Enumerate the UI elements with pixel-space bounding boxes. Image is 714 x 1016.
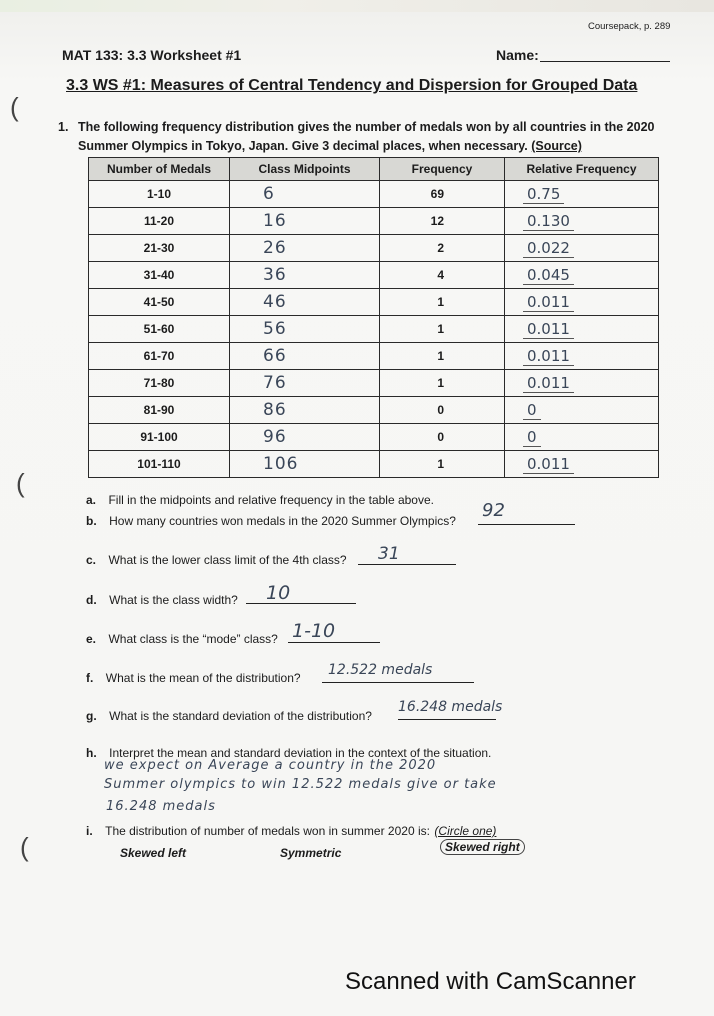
class-cell: 71-80	[89, 370, 230, 397]
part-letter: c.	[86, 553, 97, 567]
binder-hole-mark: (	[10, 92, 19, 122]
part-g	[86, 707, 372, 725]
midpoint-answer: 36	[263, 265, 287, 285]
page-title: 3.3 WS #1: Measures of Central Tendency and Dispersion for Grouped Data	[66, 77, 638, 94]
class-cell: 21-30	[89, 235, 230, 262]
column-header: Class Midpoints	[230, 158, 380, 181]
answer-h-line1: we expect on Average a country in the 2020	[104, 758, 437, 773]
midpoint-answer: 16	[263, 211, 287, 231]
answer-d: 10	[266, 582, 291, 604]
table-row	[89, 316, 659, 343]
midpoint-cell[interactable]	[230, 451, 380, 478]
frequency-cell: 4	[380, 262, 505, 289]
midpoint-cell[interactable]	[230, 208, 380, 235]
part-letter: a.	[86, 493, 97, 507]
relative-frequency-cell[interactable]	[505, 451, 659, 478]
part-d	[86, 591, 238, 609]
midpoint-cell[interactable]	[230, 343, 380, 370]
frequency-cell: 1	[380, 451, 505, 478]
frequency-cell: 1	[380, 289, 505, 316]
relative-frequency-answer: 0.022	[523, 239, 574, 258]
midpoint-answer: 106	[263, 454, 299, 474]
midpoint-cell[interactable]	[230, 235, 380, 262]
part-instruction: (Circle one)	[434, 824, 497, 838]
frequency-cell: 2	[380, 235, 505, 262]
class-cell: 101-110	[89, 451, 230, 478]
question-text-line1: The following frequency distribution gives the number of medals won by all countries in the 2020	[78, 120, 655, 134]
part-c	[86, 551, 347, 569]
midpoint-cell[interactable]	[230, 424, 380, 451]
midpoint-answer: 46	[263, 292, 287, 312]
relative-frequency-cell[interactable]	[505, 397, 659, 424]
class-cell: 91-100	[89, 424, 230, 451]
table-row	[89, 289, 659, 316]
class-cell: 31-40	[89, 262, 230, 289]
question-number: 1.	[58, 120, 69, 134]
table-row	[89, 208, 659, 235]
class-cell: 51-60	[89, 316, 230, 343]
relative-frequency-cell[interactable]	[505, 343, 659, 370]
midpoint-answer: 96	[263, 427, 287, 447]
midpoint-cell[interactable]	[230, 397, 380, 424]
answer-line[interactable]	[398, 719, 496, 720]
relative-frequency-answer: 0.011	[523, 374, 574, 393]
part-f	[86, 669, 301, 687]
table-row	[89, 451, 659, 478]
table-header-row	[89, 158, 659, 181]
part-text: The distribution of number of medals won in summer 2020 is:	[105, 824, 430, 838]
part-text: What class is the “mode” class?	[108, 632, 278, 646]
answer-line[interactable]	[322, 682, 474, 683]
frequency-cell: 1	[380, 343, 505, 370]
answer-h-line2: Summer olympics to win 12.522 medals give or take	[104, 777, 497, 792]
name-label: Name:	[496, 47, 539, 63]
frequency-cell: 69	[380, 181, 505, 208]
midpoint-cell[interactable]	[230, 289, 380, 316]
table-row	[89, 397, 659, 424]
course-title: MAT 133: 3.3 Worksheet #1	[62, 47, 242, 63]
coursepack-page-ref: Coursepack, p. 289	[588, 21, 671, 32]
relative-frequency-cell[interactable]	[505, 262, 659, 289]
relative-frequency-answer: 0	[523, 428, 541, 447]
answer-c: 31	[378, 544, 400, 564]
relative-frequency-cell[interactable]	[505, 316, 659, 343]
midpoint-cell[interactable]	[230, 316, 380, 343]
part-text: Interpret the mean and standard deviation in the context of the situation.	[109, 746, 492, 760]
part-letter: i.	[86, 824, 93, 838]
table-row	[89, 424, 659, 451]
answer-e: 1-10	[292, 620, 336, 642]
column-header: Number of Medals	[89, 158, 230, 181]
answer-line[interactable]	[246, 603, 356, 604]
part-e	[86, 630, 278, 648]
part-text: What is the mean of the distribution?	[105, 671, 301, 685]
relative-frequency-answer: 0.011	[523, 320, 574, 339]
table-row	[89, 370, 659, 397]
frequency-cell: 0	[380, 397, 505, 424]
part-letter: g.	[86, 709, 97, 723]
table-row	[89, 262, 659, 289]
answer-b: 92	[482, 500, 505, 521]
relative-frequency-answer: 0.130	[523, 212, 574, 231]
source-link[interactable]: (Source)	[531, 139, 582, 153]
midpoint-answer: 66	[263, 346, 287, 366]
question-text-line2	[78, 139, 582, 153]
answer-line[interactable]	[478, 524, 575, 525]
relative-frequency-cell[interactable]	[505, 181, 659, 208]
name-field-line[interactable]	[540, 61, 670, 62]
relative-frequency-answer: 0.011	[523, 293, 574, 312]
relative-frequency-answer: 0	[523, 401, 541, 420]
midpoint-cell[interactable]	[230, 262, 380, 289]
scan-edge	[0, 0, 714, 12]
midpoint-answer: 26	[263, 238, 287, 258]
table-row	[89, 181, 659, 208]
relative-frequency-answer: 0.011	[523, 455, 574, 474]
midpoint-cell[interactable]	[230, 370, 380, 397]
part-text: What is the lower class limit of the 4th class?	[108, 553, 347, 567]
class-cell: 41-50	[89, 289, 230, 316]
relative-frequency-cell[interactable]	[505, 370, 659, 397]
column-header: Relative Frequency	[505, 158, 659, 181]
class-cell: 81-90	[89, 397, 230, 424]
relative-frequency-answer: 0.011	[523, 347, 574, 366]
part-i	[86, 822, 496, 840]
question-text-line2-main: Summer Olympics in Tokyo, Japan. Give 3 decimal places, when necessary.	[78, 139, 528, 153]
frequency-cell: 12	[380, 208, 505, 235]
binder-hole-mark: (	[16, 468, 25, 498]
part-letter: f.	[86, 671, 94, 685]
part-text: Fill in the midpoints and relative frequency in the table above.	[108, 493, 434, 507]
midpoint-answer: 76	[263, 373, 287, 393]
binder-hole-mark: (	[20, 832, 29, 862]
option-skewed-left[interactable]: Skewed left	[120, 846, 187, 860]
answer-f: 12.522 medals	[328, 662, 433, 678]
frequency-cell: 1	[380, 316, 505, 343]
class-cell: 1-10	[89, 181, 230, 208]
class-cell: 61-70	[89, 343, 230, 370]
answer-g: 16.248 medals	[398, 699, 503, 715]
frequency-table	[88, 157, 659, 478]
relative-frequency-cell[interactable]	[505, 235, 659, 262]
frequency-cell: 1	[380, 370, 505, 397]
option-skewed-right[interactable]	[440, 840, 525, 854]
midpoint-cell[interactable]	[230, 181, 380, 208]
part-text: What is the class width?	[109, 593, 238, 607]
part-letter: b.	[86, 514, 97, 528]
answer-h-line3: 16.248 medals	[106, 799, 216, 814]
frequency-cell: 0	[380, 424, 505, 451]
relative-frequency-cell[interactable]	[505, 289, 659, 316]
midpoint-answer: 86	[263, 400, 287, 420]
part-letter: d.	[86, 593, 97, 607]
relative-frequency-cell[interactable]	[505, 424, 659, 451]
circled-answer: Skewed right	[440, 839, 525, 855]
part-text: What is the standard deviation of the distribution?	[109, 709, 372, 723]
class-cell: 11-20	[89, 208, 230, 235]
column-header: Frequency	[380, 158, 505, 181]
part-a	[86, 491, 434, 509]
midpoint-answer: 56	[263, 319, 287, 339]
midpoint-answer: 6	[263, 184, 275, 204]
relative-frequency-cell[interactable]	[505, 208, 659, 235]
relative-frequency-answer: 0.75	[523, 185, 564, 204]
part-letter: h.	[86, 746, 97, 760]
camscanner-watermark: Scanned with CamScanner	[345, 968, 636, 995]
part-b	[86, 512, 456, 530]
option-symmetric[interactable]: Symmetric	[280, 846, 342, 860]
relative-frequency-answer: 0.045	[523, 266, 574, 285]
answer-line[interactable]	[358, 564, 456, 565]
table-row	[89, 343, 659, 370]
table-row	[89, 235, 659, 262]
part-text: How many countries won medals in the 2020 Summer Olympics?	[109, 514, 456, 528]
part-letter: e.	[86, 632, 97, 646]
answer-line[interactable]	[288, 642, 380, 643]
